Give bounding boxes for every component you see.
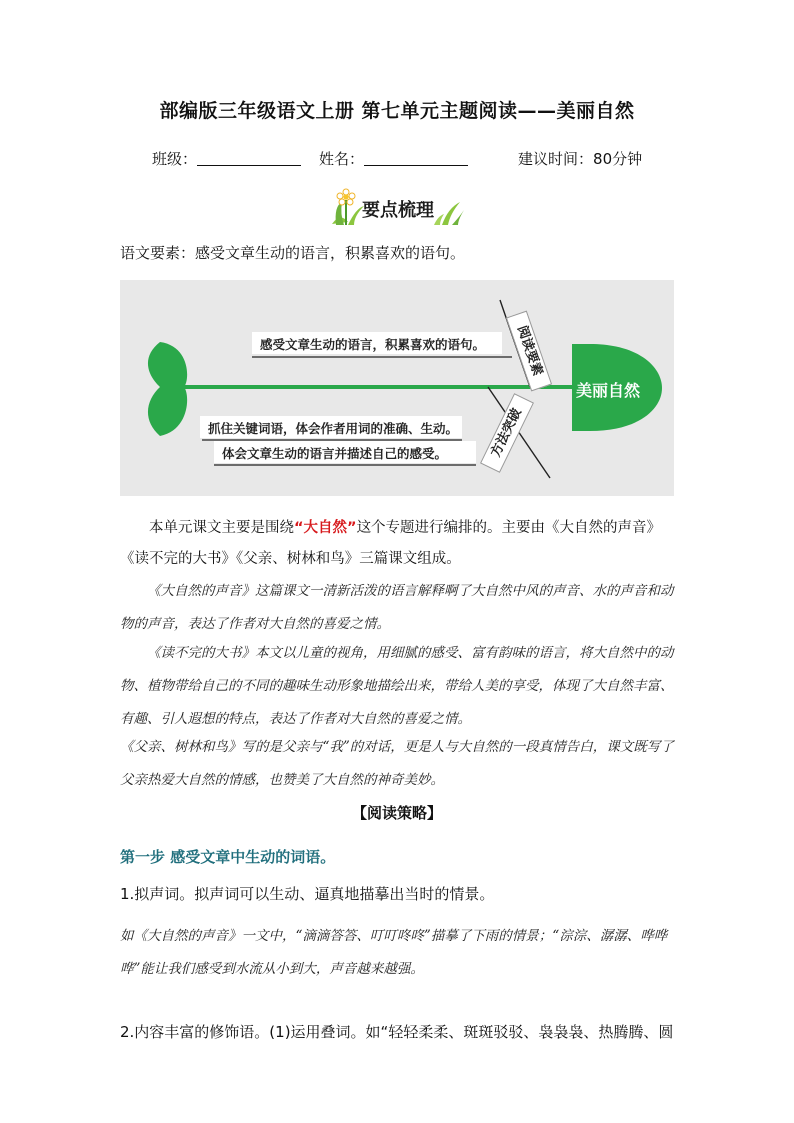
overview-text-start: 本单元课文主要是围绕 (149, 520, 294, 536)
intro-text: 语文要素：感受文章生动的语言，积累喜欢的语句。 (120, 244, 466, 262)
summary-paragraph-3: 《父亲、树林和鸟》写的是父亲与“我”的对话，更是人与大自然的一段真情告白，课文既写了父亲热爱大自然的情感，也赞美了大自然的神奇美妙。 (120, 739, 674, 788)
lower-item-text-1: 抓住关键词语，体会作者用词的准确、生动。 (208, 421, 459, 436)
strategy-heading: 【阅读策略】 (351, 804, 442, 822)
summary-paragraph-1: 《大自然的声音》这篇课文一清新活泼的语言解释啊了大自然中风的声音、水的声音和动物的声音，表达了作者对大自然的喜爱之情。 (120, 583, 674, 632)
lower-branch-label: 方法突破 (480, 393, 534, 473)
summary-paragraph-2: 《读不完的大书》本文以儿童的视角，用细腻的感受、富有韵味的语言，将大自然中的动物、植物带给自己的不同的趣味生动形象地描绘出来，带给人美的享受，体现了大自然丰富、有趣、引人遐想的特点，表达了作者对大自然的喜爱之情。 (120, 645, 674, 727)
section-tag (330, 188, 466, 228)
name-label: 姓名： (319, 150, 365, 168)
upper-item-text: 感受文章生动的语言，积累喜欢的语句。 (260, 337, 486, 352)
class-blank[interactable] (197, 151, 301, 166)
overview-highlight: “大自然” (294, 520, 357, 536)
class-label: 班级： (152, 150, 198, 168)
name-blank[interactable] (364, 151, 468, 166)
overview-text-end: 这个专题进行编排的。主要由《大自然的声音》《读不完的大书》《父亲、树林和鸟》三篇课文组成。 (120, 520, 662, 567)
lower-item-text-2: 体会文章生动的语言并描述自己的感受。 (222, 446, 448, 461)
upper-branch-label: 阅读要素 (506, 311, 552, 392)
student-info-row (152, 148, 642, 169)
fish-head-label: 美丽自然 (576, 381, 641, 400)
page-title: 部编版三年级语文上册 第七单元主题阅读——美丽自然 (159, 100, 635, 122)
item-one-text: 1.拟声词。拟声词可以生动、逼真地描摹出当时的情景。 (120, 885, 495, 903)
fishbone-diagram (120, 280, 674, 496)
overview-paragraph (120, 513, 676, 575)
example-one-text: 如《大自然的声音》一文中，“滴滴答答、叮叮咚咚”描摹了下雨的情景；“淙淙、潺潺、哗哗哗”能让我们感受到水流从小到大，声音越来越强。 (120, 928, 668, 977)
fish-tail-shape (148, 342, 187, 436)
item-two-text: 2.内容丰富的修饰语。(1)运用叠词。如“轻轻柔柔、斑斑驳驳、袅袅袅、热腾腾、圆 (120, 1023, 674, 1041)
step-one-heading: 第一步 感受文章中生动的词语。 (120, 848, 336, 866)
time-label: 建议时间：80分钟 (518, 150, 643, 168)
section-tag-label: 要点梳理 (362, 200, 434, 221)
